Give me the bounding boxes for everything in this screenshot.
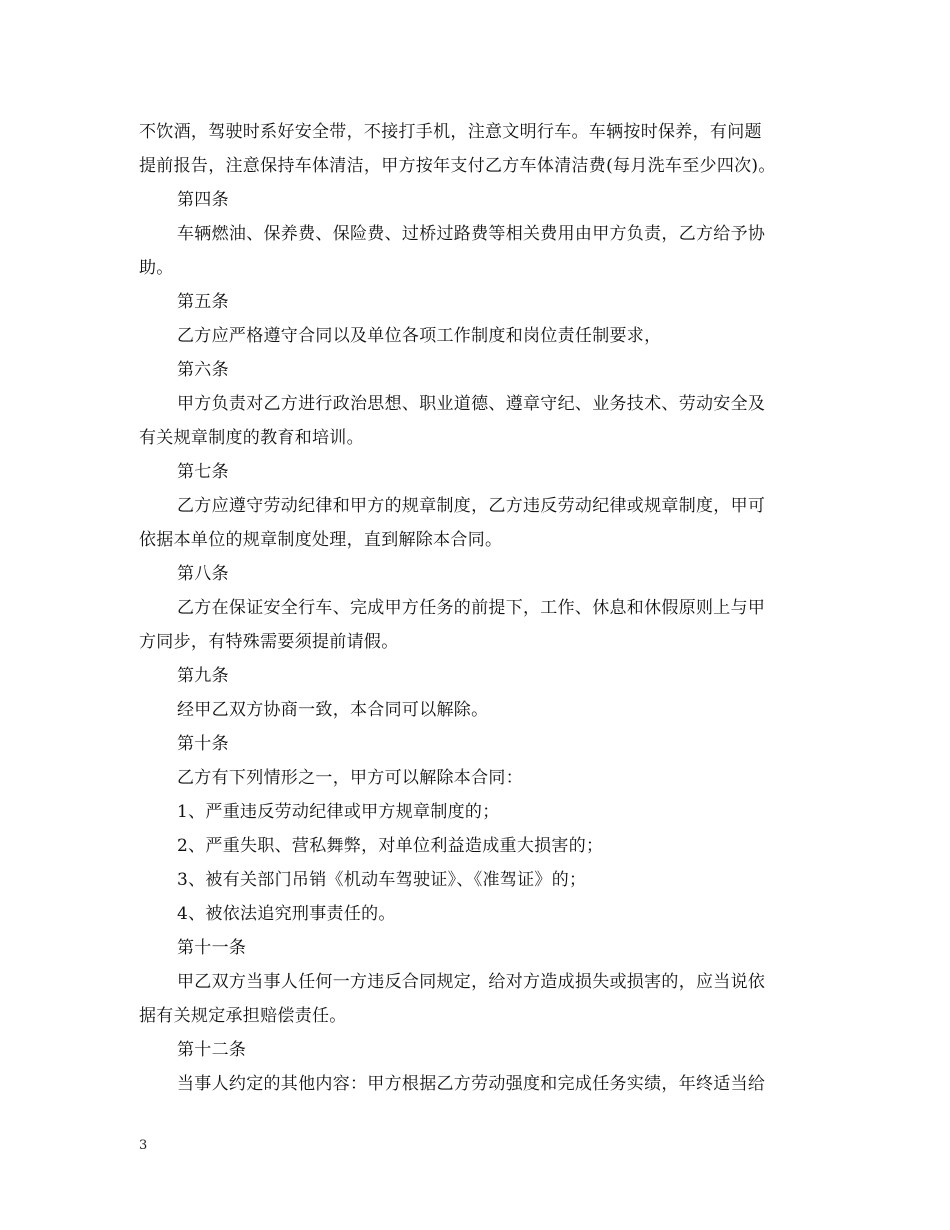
text-line: 经甲乙双方协商一致，本合同可以解除。 — [177, 700, 489, 720]
text-line: 不饮酒，驾驶时系好安全带，不接打手机，注意文明行车。车辆按时保养，有问题 — [139, 122, 762, 142]
text-line: 车辆燃油、保养费、保险费、过桥过路费等相关费用由甲方负责，乙方给予协 — [177, 224, 766, 244]
page-number: 3 — [139, 1138, 148, 1153]
text-line: 依据本单位的规章制度处理，直到解除本合同。 — [139, 530, 503, 550]
text-line: 乙方有下列情形之一，甲方可以解除本合同： — [177, 768, 523, 788]
text-line: 第七条 — [177, 462, 229, 482]
text-line: 第五条 — [177, 292, 229, 312]
text-line: 第四条 — [177, 190, 229, 210]
text-line: 第九条 — [177, 666, 229, 686]
text-line: 第八条 — [177, 564, 229, 584]
text-line: 提前报告，注意保持车体清洁，甲方按年支付乙方车体清洁费(每月洗车至少四次)。 — [139, 156, 776, 176]
text-line: 甲乙双方当事人任何一方违反合同规定，给对方造成损失或损害的，应当说依 — [177, 972, 766, 992]
text-line: 乙方应遵守劳动纪律和甲方的规章制度，乙方违反劳动纪律或规章制度，甲可 — [177, 496, 766, 516]
text-line: 当事人约定的其他内容：甲方根据乙方劳动强度和完成任务实绩，年终适当给 — [177, 1074, 766, 1094]
text-line: 有关规章制度的教育和培训。 — [139, 428, 364, 448]
text-line: 第十一条 — [177, 938, 247, 958]
text-line: 第十二条 — [177, 1040, 247, 1060]
text-line: 第六条 — [177, 360, 229, 380]
document-body — [139, 115, 819, 1101]
text-line: 方同步，有特殊需要须提前请假。 — [139, 632, 399, 652]
text-line: 第十条 — [177, 734, 229, 754]
text-line: 乙方应严格遵守合同以及单位各项工作制度和岗位责任制要求， — [177, 326, 662, 346]
text-line: 助。 — [139, 258, 174, 278]
text-line: 1、严重违反劳动纪律或甲方规章制度的； — [177, 802, 500, 822]
text-line: 3、被有关部门吊销《机动车驾驶证》、《准驾证》的； — [177, 870, 587, 890]
text-line: 据有关规定承担赔偿责任。 — [139, 1006, 347, 1026]
text-line: 甲方负责对乙方进行政治思想、职业道德、遵章守纪、业务技术、劳动安全及 — [177, 394, 766, 414]
text-line: 2、严重失职、营私舞弊，对单位利益造成重大损害的； — [177, 836, 604, 856]
text-line: 乙方在保证安全行车、完成甲方任务的前提下，工作、休息和休假原则上与甲 — [177, 598, 766, 618]
text-line: 4、被依法追究刑事责任的。 — [177, 904, 396, 924]
